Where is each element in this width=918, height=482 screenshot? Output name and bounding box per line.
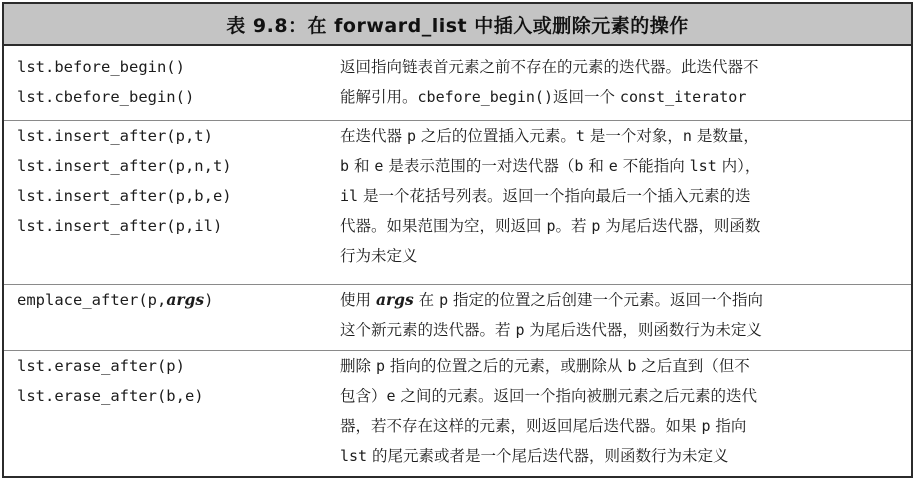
operation-cell (17, 285, 317, 315)
operation-signature: lst.cbefore_begin() (17, 88, 195, 106)
code-term: p (375, 357, 385, 375)
text-segment: 之后的位置插入元素。 (415, 127, 576, 145)
text-segment: 和 (349, 157, 375, 175)
code-term: b (574, 157, 584, 175)
text-segment: ) (204, 291, 214, 309)
description-line (340, 211, 908, 241)
text-segment: 之间的元素。返回一个指向被删元素之后元素的迭代 (395, 387, 757, 405)
code-term: cbefore_begin() (417, 88, 553, 106)
code-term: lst (340, 447, 368, 465)
text-segment: 删除 (340, 357, 376, 375)
text-segment: 行为未定义 (340, 247, 418, 265)
code-term: il (340, 187, 359, 205)
operation-signature (17, 285, 317, 315)
code-term: const_iterator (619, 88, 747, 106)
code-term: p (439, 291, 449, 309)
operation-signature: lst.insert_after(p,il) (17, 217, 223, 235)
description-cell (340, 121, 908, 271)
description-line (340, 441, 908, 471)
table-caption: 表 9.8：在 forward_list 中插入或删除元素的操作 (4, 4, 911, 46)
code-term: lst (689, 157, 717, 175)
description-line (340, 52, 908, 82)
code-term: b (627, 357, 637, 375)
description-line (340, 181, 908, 211)
code-term: n (682, 127, 692, 145)
operation-cell (17, 121, 317, 241)
forward-list-operations-table (2, 2, 913, 478)
parameter-name: args (166, 290, 205, 309)
description-cell (340, 351, 908, 471)
operation-signature: lst.insert_after(p,b,e) (17, 187, 232, 205)
text-segment: 的尾元素或者是一个尾后迭代器，则函数行为未定义 (367, 447, 729, 465)
text-segment: 在迭代器 (340, 127, 407, 145)
text-segment: 是一个花括号列表。返回一个指向最后一个插入元素的迭 (358, 187, 751, 205)
text-segment: 之后直到（但不 (636, 357, 750, 375)
code-term: p (406, 127, 416, 145)
description-line (340, 151, 908, 181)
text-segment: 在 (413, 291, 440, 309)
parameter-name: args (375, 290, 414, 309)
description-line (340, 82, 908, 112)
text-segment: 是一个对象， (584, 127, 683, 145)
description-cell (340, 52, 908, 112)
text-segment: 内）， (716, 157, 761, 175)
operation-signature: lst.erase_after(p) (17, 357, 185, 375)
text-segment: 器，若不存在这样的元素，则返回尾后迭代器。如果 (340, 417, 702, 435)
text-segment: 。若 (555, 217, 592, 235)
text-segment: 是数量， (691, 127, 759, 145)
code-term: p (701, 417, 711, 435)
text-segment: 是表示范围的一对迭代器（ (383, 157, 575, 175)
table-row-before-begin (4, 52, 911, 118)
code-term: e (608, 157, 618, 175)
text-segment: 包含） (340, 387, 387, 405)
text-segment: 返回指向链表首元素之前不存在的元素的迭代器。此迭代器不 (340, 58, 759, 76)
operation-signature: lst.insert_after(p,t) (17, 127, 213, 145)
operation-signature: lst.erase_after(b,e) (17, 387, 204, 405)
operation-signature: lst.before_begin() (17, 58, 185, 76)
description-line (340, 411, 908, 441)
text-segment: 为尾后迭代器，则函数 (600, 217, 761, 235)
description-line (340, 351, 908, 381)
text-segment: 返回一个 (552, 88, 620, 106)
text-segment: emplace_after(p, (17, 291, 167, 309)
code-term: p (591, 217, 601, 235)
description-line (340, 315, 908, 345)
code-term: b (340, 157, 350, 175)
text-segment: 不能指向 (617, 157, 690, 175)
code-term: e (374, 157, 384, 175)
code-term: p (515, 321, 525, 339)
table-row-erase-after (4, 350, 911, 476)
text-segment: 和 (583, 157, 609, 175)
code-term: e (386, 387, 396, 405)
text-segment: 使用 (340, 291, 376, 309)
operation-cell (17, 351, 317, 411)
description-line (340, 381, 908, 411)
text-segment: 能解引用。 (340, 88, 418, 106)
operation-signature: lst.insert_after(p,n,t) (17, 157, 232, 175)
table-row-insert-after (4, 120, 911, 282)
code-term: p (546, 217, 556, 235)
text-segment: 为尾后迭代器，则函数行为未定义 (524, 321, 762, 339)
text-segment: 代器。如果范围为空，则返回 (340, 217, 547, 235)
code-term: t (575, 127, 585, 145)
operation-cell (17, 52, 317, 112)
text-segment: 指定的位置之后创建一个元素。返回一个指向 (448, 291, 764, 309)
description-line (340, 241, 908, 271)
description-line (340, 121, 908, 151)
table-row-emplace-after (4, 284, 911, 350)
description-cell (340, 285, 908, 345)
text-segment: 这个新元素的迭代器。若 (340, 321, 516, 339)
description-line (340, 285, 908, 315)
text-segment: 指向 (710, 417, 747, 435)
text-segment: 指向的位置之后的元素，或删除从 (384, 357, 628, 375)
